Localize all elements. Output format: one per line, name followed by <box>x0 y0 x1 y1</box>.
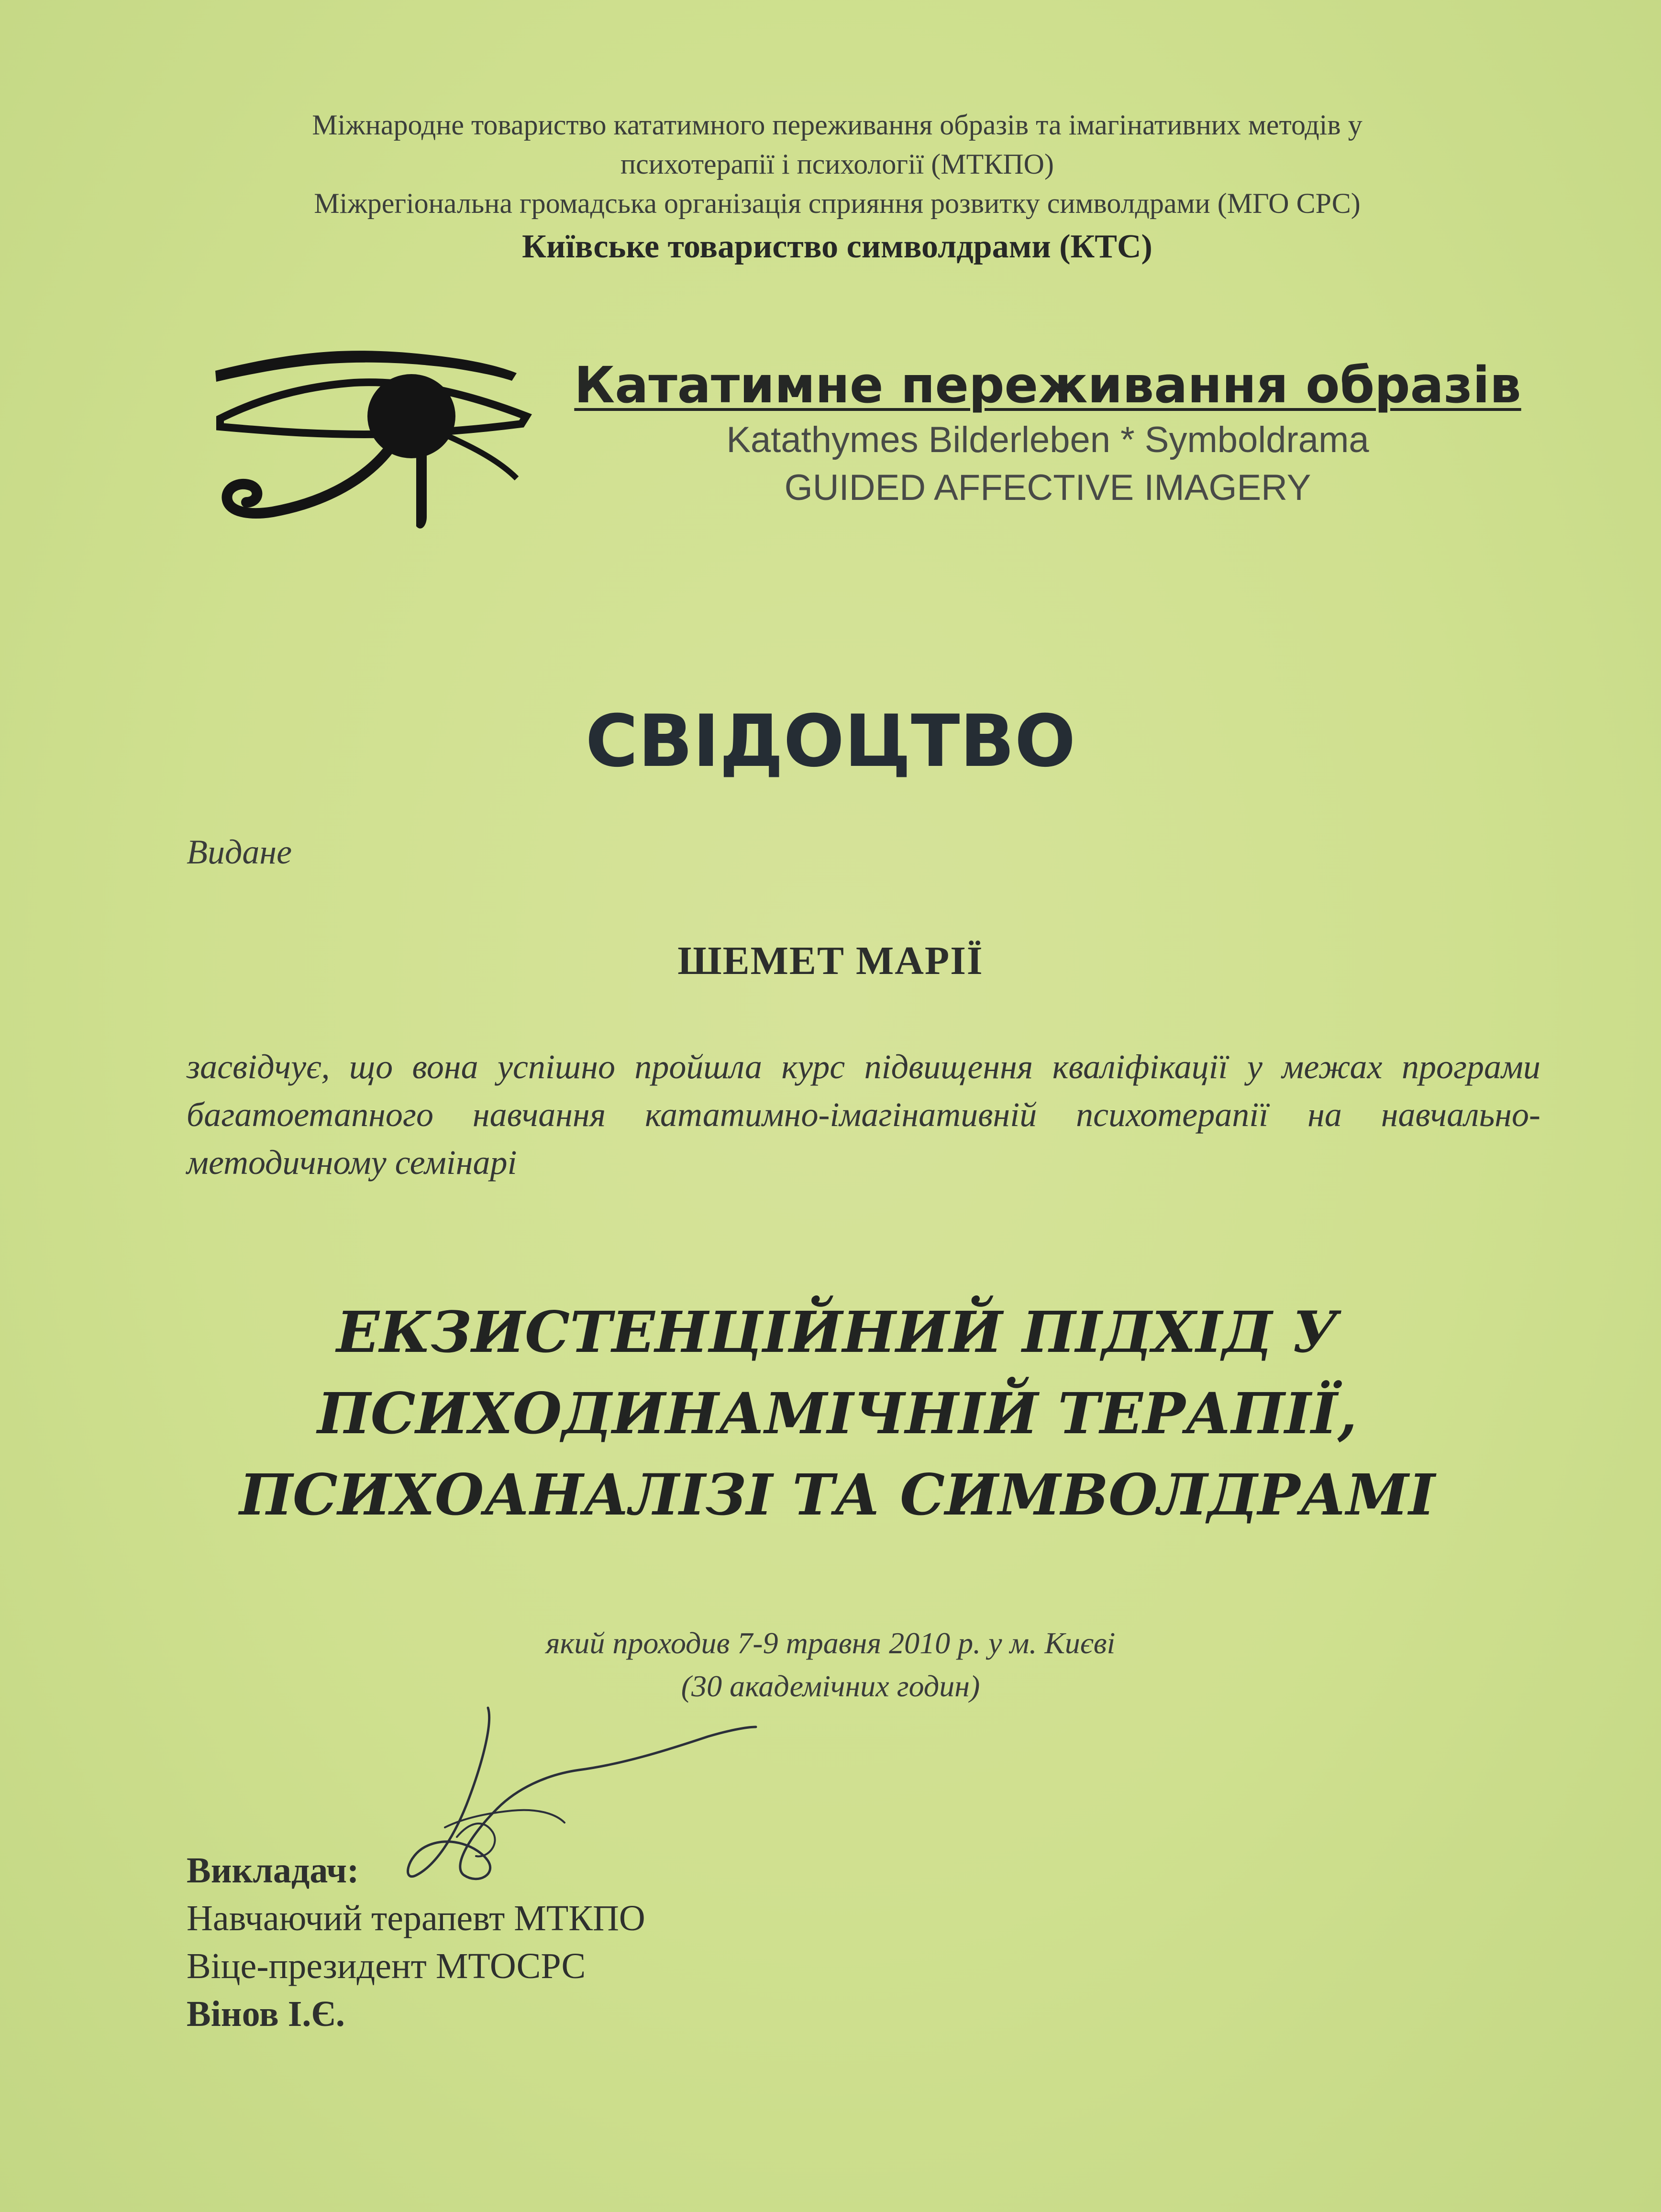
seminar-title-line-2: ПСИХОДИНАМІЧНІЙ ТЕРАПІЇ, <box>317 1380 1357 1447</box>
brand-subtitle-1: Katathymes Bilderleben * Symboldrama <box>726 420 1369 460</box>
brand-title: Кататимне переживання образів <box>574 356 1521 414</box>
eye-of-horus-icon <box>210 335 536 545</box>
org-line-1: Міжнародне товариство кататимного переживання образів та імагінативних методів у <box>312 109 1362 141</box>
issued-label: Видане <box>187 833 292 871</box>
seminar-title-line-1: ЕКЗИСТЕНЦІЙНИЙ ПІДХІД У <box>336 1299 1338 1365</box>
hours-line: (30 академічних годин) <box>681 1669 980 1703</box>
seminar-dates <box>0 1622 1661 1708</box>
seminar-title <box>144 1292 1531 1536</box>
org-line-4: Київське товариство символдрами (КТС) <box>522 228 1152 265</box>
teacher-role-2: Віце-президент МТОСРС <box>187 1946 586 1986</box>
teacher-role-1: Навчаючий терапевт МТКПО <box>187 1898 645 1938</box>
handwritten-signature <box>373 1693 804 1913</box>
recipient-name: ШЕМЕТ МАРІЇ <box>677 939 984 983</box>
org-line-2: психотерапії і психології (МТКПО) <box>620 148 1054 180</box>
date-line: який проходив 7-9 травня 2010 р. у м. Києві <box>545 1626 1116 1660</box>
teacher-label: Викладач: <box>187 1850 359 1891</box>
brand-subtitle-2: GUIDED AFFECTIVE IMAGERY <box>784 467 1311 508</box>
org-line-3: Міжрегіональна громадська організація сприяння розвитку символдрами (МГО СРС) <box>314 188 1361 219</box>
document-title: СВІДОЦТВО <box>585 700 1076 783</box>
teacher-name: Вінов І.Є. <box>187 1994 345 2034</box>
brand-block <box>565 354 1531 512</box>
certificate-body-text: засвідчує, що вона успішно пройшла курс підвищення кваліфікації у межах програми багатоетапного навчання кататимно-імагінативній психотерапії на навчально-методичному семінарі <box>187 1048 1540 1182</box>
seminar-title-line-3: ПСИХОАНАЛІЗІ ТА СИМВОЛДРАМІ <box>239 1461 1435 1528</box>
organization-header <box>144 105 1531 271</box>
